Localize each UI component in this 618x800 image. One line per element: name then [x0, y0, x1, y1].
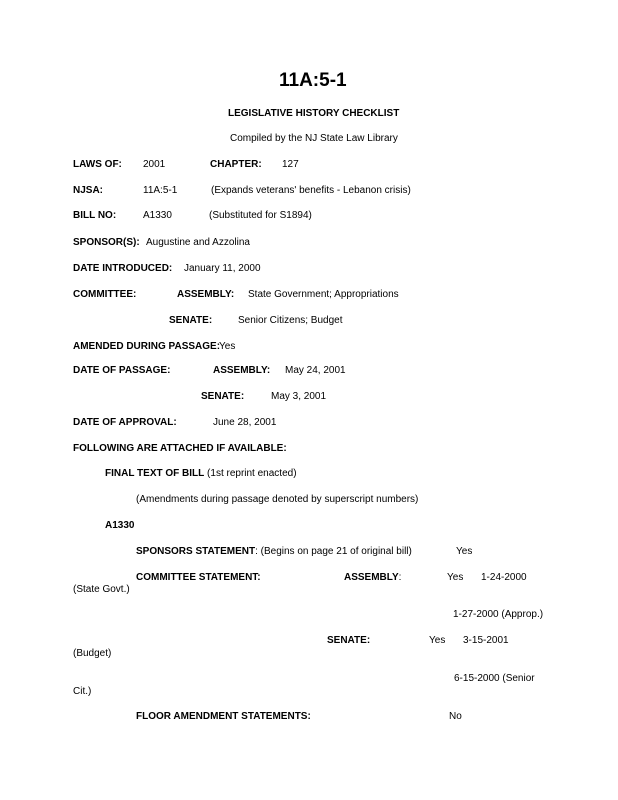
cs-senate-yes: Yes — [429, 635, 446, 646]
cs-senate-date1: 3-15-2001 — [463, 635, 509, 646]
cs-senate-date1-cont: (Budget) — [73, 648, 112, 659]
date-introduced-label: DATE INTRODUCED: — [73, 263, 173, 274]
cs-assembly-date1: 1-24-2000 — [481, 572, 527, 583]
final-text-note: (1st reprint enacted) — [207, 468, 297, 479]
passage-assembly-value: May 24, 2001 — [285, 365, 346, 376]
date-introduced-value: January 11, 2000 — [184, 263, 261, 274]
laws-of-label: LAWS OF: — [73, 159, 122, 170]
final-text-line — [105, 468, 297, 479]
chapter-value: 127 — [282, 159, 299, 170]
amendments-note: (Amendments during passage denoted by superscript numbers) — [136, 494, 419, 505]
document-subtitle: LEGISLATIVE HISTORY CHECKLIST — [228, 108, 400, 119]
amended-value: Yes — [219, 341, 236, 352]
floor-amendment-label: FLOOR AMENDMENT STATEMENTS: — [136, 711, 311, 722]
passage-senate-value: May 3, 2001 — [271, 391, 327, 402]
amended-label: AMENDED DURING PASSAGE: — [73, 341, 221, 352]
passage-senate-label: SENATE: — [201, 391, 245, 402]
sponsors-statement-value: Yes — [456, 546, 473, 557]
floor-amendment-value: No — [449, 711, 462, 722]
date-of-passage-label: DATE OF PASSAGE: — [73, 365, 171, 376]
bill-no-note: (Substituted for S1894) — [209, 210, 312, 221]
compiled-by: Compiled by the NJ State Law Library — [230, 133, 398, 144]
njsa-label: NJSA: — [73, 185, 104, 196]
passage-assembly-label: ASSEMBLY: — [213, 365, 271, 376]
committee-statement-label: COMMITTEE STATEMENT: — [136, 572, 261, 583]
cs-assembly-label: ASSEMBLY — [344, 572, 399, 583]
final-text-label: FINAL TEXT OF BILL — [105, 468, 205, 479]
njsa-note: (Expands veterans' benefits - Lebanon crisis) — [211, 185, 411, 196]
cs-assembly-line — [344, 572, 401, 583]
date-of-approval-label: DATE OF APPROVAL: — [73, 417, 177, 428]
committee-assembly-value: State Government; Appropriations — [248, 289, 399, 300]
bill-no-value: A1330 — [143, 210, 172, 221]
committee-assembly-label: ASSEMBLY: — [177, 289, 235, 300]
sponsors-value: Augustine and Azzolina — [146, 237, 250, 248]
chapter-label: CHAPTER: — [210, 159, 262, 170]
cs-assembly-yes: Yes — [447, 572, 464, 583]
cs-senate-date2-cont: Cit.) — [73, 686, 92, 697]
sponsors-statement-note: : (Begins on page 21 of original bill) — [255, 546, 412, 557]
njsa-value: 11A:5-1 — [143, 185, 178, 196]
cs-senate-label: SENATE: — [327, 635, 371, 646]
cs-assembly-date2: 1-27-2000 (Approp.) — [453, 609, 544, 620]
committee-senate-value: Senior Citizens; Budget — [238, 315, 343, 326]
page-title: 11A:5-1 — [279, 70, 347, 91]
cs-assembly-colon: : — [398, 572, 402, 583]
date-of-approval-value: June 28, 2001 — [213, 417, 277, 428]
committee-senate-label: SENATE: — [169, 315, 213, 326]
committee-label: COMMITTEE: — [73, 289, 137, 300]
cs-senate-date2: 6-15-2000 (Senior — [454, 673, 535, 684]
sponsors-statement-line — [136, 546, 412, 557]
sponsors-statement-label: SPONSORS STATEMENT — [136, 546, 256, 557]
sponsors-label: SPONSOR(S): — [73, 237, 140, 248]
laws-of-value: 2001 — [143, 159, 166, 170]
cs-assembly-date1-cont: (State Govt.) — [73, 584, 130, 595]
bill-heading: A1330 — [105, 520, 135, 531]
bill-no-label: BILL NO: — [73, 210, 117, 221]
attached-heading: FOLLOWING ARE ATTACHED IF AVAILABLE: — [73, 443, 287, 454]
